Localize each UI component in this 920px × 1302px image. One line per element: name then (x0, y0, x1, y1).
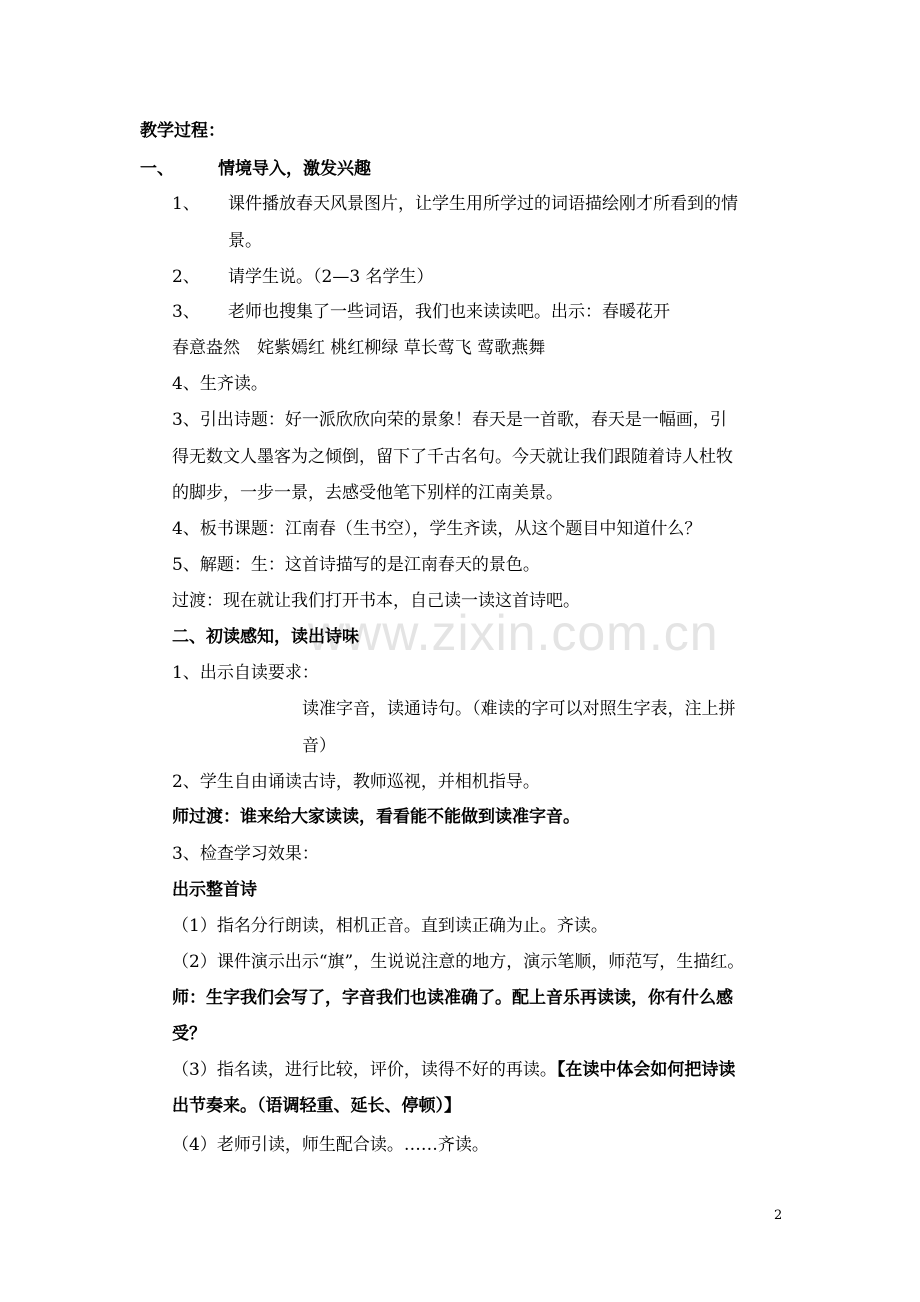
item-3-text: 老师也搜集了一些词语，我们也来读读吧。出示：春暖花开 (228, 302, 670, 322)
item-1 (172, 193, 738, 215)
subheading-bold: 出示整首诗 (172, 880, 257, 900)
paragraph: （2）课件演示出示“旗”，生说说注意的地方，演示笔顺，师范写，生描红。 (172, 952, 745, 972)
paragraph: 4、板书课题：江南春（生书空），学生齐读，从这个题目中知道什么？ (172, 519, 702, 539)
section-2-title: 二、初读感知，读出诗味 (172, 627, 359, 647)
paragraph: 读准字音，读通诗句。（难读的字可以对照生字表，注上拼 (302, 699, 736, 719)
section-1-title (140, 158, 371, 180)
paragraph-text: （3）指名读，进行比较，评价，读得不好的再读。 (172, 1060, 557, 1080)
item-1-text: 课件播放春天风景图片，让学生用所学过的词语描绘刚才所看到的情 (228, 194, 738, 214)
item-3 (172, 301, 670, 323)
page-number: 2 (774, 1208, 783, 1223)
teacher-note-bold: 师：生字我们会写了，字音我们也读准确了。配上音乐再读读，你有什么感 (172, 988, 733, 1008)
paragraph: 的脚步，一步一景，去感受他笔下别样的江南美景。 (172, 483, 563, 503)
watermark: www.zixin.com.cn (308, 605, 719, 661)
paragraph: 4、生齐读。 (172, 374, 268, 394)
paragraph: 过渡：现在就让我们打开书本，自己读一读这首诗吧。 (172, 591, 580, 611)
item-3-words: 春意盎然 姹紫嫣红 桃红柳绿 草长莺飞 莺歌燕舞 (172, 338, 546, 358)
paragraph: 3、引出诗题：好一派欣欣向荣的景象！春天是一首歌，春天是一幅画，引 (172, 410, 727, 430)
paragraph: 音） (302, 736, 336, 756)
item-1-number: 1、 (172, 194, 200, 214)
paragraph (172, 1059, 735, 1081)
section-1-text: 情境导入，激发兴趣 (218, 159, 371, 179)
item-1-continued: 景。 (228, 231, 262, 251)
paragraph: 得无数文人墨客为之倾倒，留下了千古名句。今天就让我们跟随着诗人杜牧 (172, 447, 733, 467)
paragraph: 3、检查学习效果： (172, 844, 319, 864)
item-3-number: 3、 (172, 302, 200, 322)
paragraph: 5、解题：生：这首诗描写的是江南春天的景色。 (172, 555, 540, 575)
teacher-note-bold: 受？ (172, 1024, 206, 1044)
paragraph-bold: 出节奏来。（语调轻重、延长、停顿）】 (172, 1096, 461, 1116)
item-2 (172, 266, 434, 288)
section-heading: 教学过程： (140, 121, 225, 141)
paragraph-bold-text: 【在读中体会如何把诗读 (556, 1060, 736, 1080)
paragraph: （4）老师引读，师生配合读。……齐读。 (172, 1135, 489, 1155)
transition-bold: 师过渡：谁来给大家读读，看看能不能做到读准字音。 (172, 807, 580, 827)
paragraph: （1）指名分行朗读，相机正音。直到读正确为止。齐读。 (172, 916, 608, 936)
item-2-text: 请学生说。（2—3 名学生） (228, 267, 434, 287)
paragraph: 1、出示自读要求： (172, 663, 319, 683)
item-2-number: 2、 (172, 267, 200, 287)
section-1-number: 一、 (140, 159, 174, 179)
paragraph: 2、学生自由诵读古诗，教师巡视，并相机指导。 (172, 772, 540, 792)
